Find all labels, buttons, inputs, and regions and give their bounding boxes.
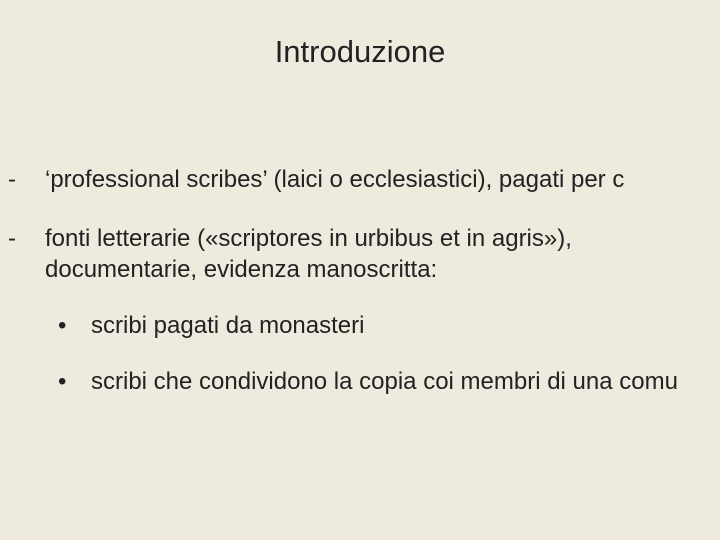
sub-bullet-marker: • (58, 368, 67, 395)
slide-title: Introduzione (274, 34, 446, 69)
sub-bullet-text-comunita: scribi che condividono la copia coi membri di una comu (91, 368, 678, 395)
bullet-text-fonti-line-1: fonti letterarie («scriptores in urbibus et in agris»), (45, 225, 572, 252)
sub-bullet-marker: • (58, 312, 67, 339)
dash-marker: - (8, 225, 16, 252)
bullet-text-professional-scribes: ‘professional scribes’ (laici o ecclesiastici), pagati per c (45, 166, 625, 193)
dash-marker: - (8, 166, 16, 193)
bullet-text-fonti-line-2: documentarie, evidenza manoscritta: (45, 256, 438, 283)
sub-bullet-text-monasteri: scribi pagati da monasteri (91, 312, 365, 339)
